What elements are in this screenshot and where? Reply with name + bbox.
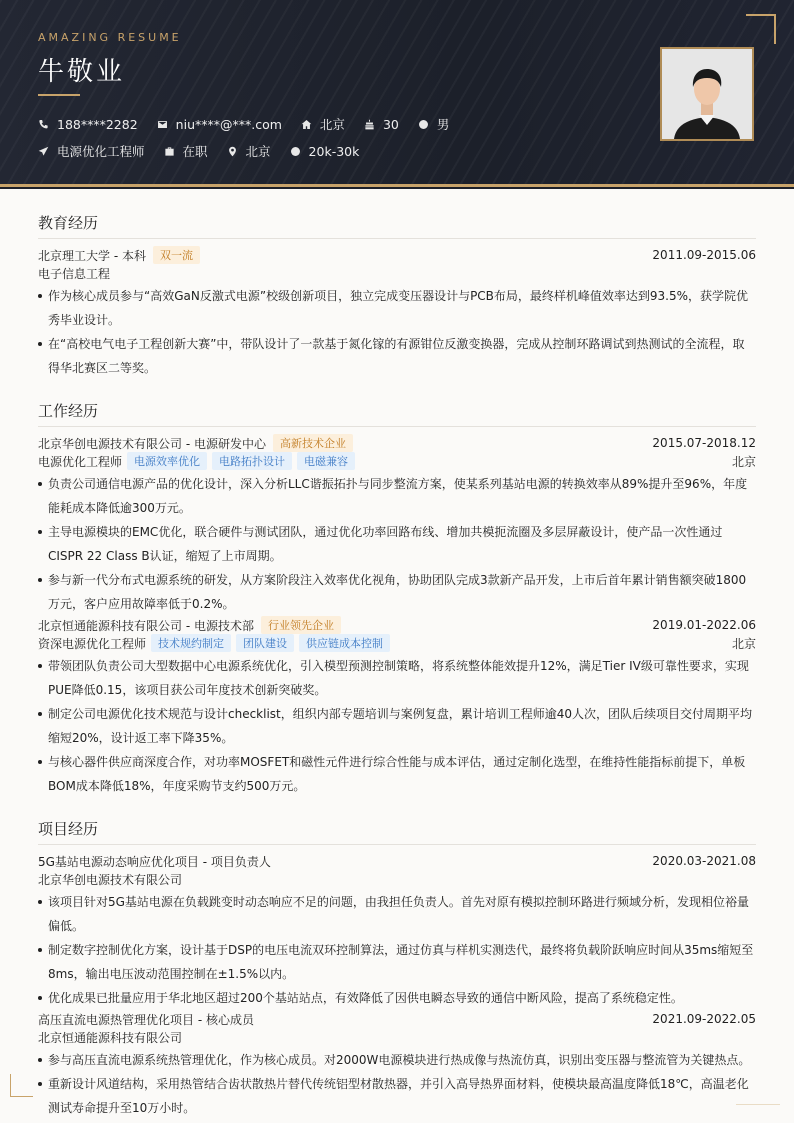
section-title-work: 工作经历: [38, 400, 756, 427]
skill-tag: 团队建设: [236, 634, 294, 652]
work-city: 北京: [731, 454, 756, 469]
salary-text: 20k-30k: [308, 143, 360, 159]
target-city-info: [227, 142, 271, 160]
list-item: 制定数字控制优化方案，设计基于DSP的电压电流双环控制算法，通过仿真与样机实测迭代，最终将负载阶跃响应时间从35ms缩短至8ms，输出电压波动范围控制在±1.5%以内。: [38, 938, 756, 986]
list-item: 制定公司电源优化技术规范与设计checklist，组织内部专题培训与案例复盘，累计培训工程师逾40人次，团队后续项目交付周期平均缩短20%，设计返工率下降35%。: [38, 702, 756, 750]
company-tag: 行业领先企业: [261, 616, 341, 634]
education-entry: [38, 246, 756, 380]
email-text: niu****@***.com: [175, 116, 282, 132]
list-item: 参与新一代分布式电源系统的研发，从方案阶段注入效率优化视角，协助团队完成3款新产品开发，上市后首年累计销售额突破1800万元，客户应用故障率低于0.2%。: [38, 568, 756, 616]
project-section: [38, 818, 756, 1120]
project-entry-head: [38, 1010, 756, 1028]
work-date: 2015.07-2018.12: [652, 436, 756, 450]
avatar: [662, 49, 752, 139]
education-section: [38, 212, 756, 380]
target-job-text: 电源优化工程师: [57, 144, 145, 159]
list-item: 主导电源模块的EMC优化，联合硬件与测试团队，通过优化功率回路布线、增加共模扼流圈及多层屏蔽设计，使产品一次性通过CISPR 22 Class B认证，缩短了上市周期。: [38, 520, 756, 568]
profile-photo: [660, 47, 754, 141]
salary-icon: [290, 146, 301, 157]
job-status-text: 在职: [182, 144, 208, 159]
work-bullets: [38, 654, 756, 798]
project-bullets: [38, 1048, 756, 1120]
mail-icon: [157, 119, 168, 130]
footer-rule: [736, 1104, 780, 1105]
work-city: 北京: [731, 636, 756, 651]
project-entry-head: [38, 852, 756, 870]
school-tag: 双一流: [153, 246, 200, 264]
project-company: 北京华创电源技术有限公司: [38, 872, 183, 887]
education-bullets: [38, 284, 756, 380]
education-entry-sub: [38, 264, 756, 282]
work-entry: [38, 616, 756, 798]
header-eyebrow: AMAZING RESUME: [38, 31, 182, 44]
list-item: 负责公司通信电源产品的优化设计，深入分析LLC谐振拓扑与同步整流方案，使某系列基站电源的转换效率从89%提升至96%，年度能耗成本降低逾300万元。: [38, 472, 756, 520]
company-name: 北京恒通能源科技有限公司 - 电源技术部: [38, 618, 254, 633]
project-entry: [38, 1010, 756, 1120]
phone-text: 188****2282: [57, 116, 138, 132]
send-icon: [38, 146, 49, 157]
list-item: 作为核心成员参与“高效GaN反激式电源”校级创新项目，独立完成变压器设计与PCB布局，最终样机峰值效率达到93.5%，获学院优秀毕业设计。: [38, 284, 756, 332]
work-entry-sub: [38, 452, 756, 470]
list-item: 参与高压直流电源系统热管理优化，作为核心成员。对2000W电源模块进行热成像与热流仿真，识别出变压器与整流管为关键热点。: [38, 1048, 756, 1072]
list-item: 与核心器件供应商深度合作，对功率MOSFET和磁性元件进行综合性能与成本评估，通过定制化选型，在维持性能指标前提下，单板BOM成本降低18%，年度采购节支约500万元。: [38, 750, 756, 798]
project-name: 5G基站电源动态响应优化项目 - 项目负责人: [38, 854, 271, 869]
work-date: 2019.01-2022.06: [652, 618, 756, 632]
project-bullets: [38, 890, 756, 1010]
list-item: 在“高校电气电子工程创新大赛”中，带队设计了一款基于氮化镓的有源钳位反激变换器，完成从控制环路调试到热测试的全流程，取得华北赛区二等奖。: [38, 332, 756, 380]
resume-header: [0, 0, 794, 187]
list-item: 该项目针对5G基站电源在负载跳变时动态响应不足的问题，由我担任负责人。首先对原有模拟控制环路进行频域分析，发现相位裕量偏低。: [38, 890, 756, 938]
list-item: 重新设计风道结构，采用热管结合齿状散热片替代传统铝型材散热器，并引入高导热界面材料，使模块最高温度降低18℃，高温老化测试寿命提升至10万小时。: [38, 1072, 756, 1120]
corner-ornament: [10, 1074, 33, 1097]
age-info: [364, 117, 399, 132]
list-item: 带领团队负责公司大型数据中心电源系统优化，引入模型预测控制策略，将系统整体能效提升12%，满足Tier IV级可靠性要求，实现PUE降低0.15，该项目获公司年度技术创新突破奖。: [38, 654, 756, 702]
email-info: [157, 117, 282, 132]
resume-body: [38, 200, 756, 1120]
project-entry-sub: [38, 870, 756, 888]
section-title-projects: 项目经历: [38, 818, 756, 845]
skill-tag: 电路拓扑设计: [212, 452, 292, 470]
company-name: 北京华创电源技术有限公司 - 电源研发中心: [38, 436, 266, 451]
project-entry-sub: [38, 1028, 756, 1046]
target-city-text: 北京: [245, 144, 271, 159]
hometown-text: 北京: [319, 117, 345, 132]
work-entry-head: [38, 434, 756, 452]
cake-icon: [364, 119, 375, 130]
work-entry: [38, 434, 756, 616]
gender-info: [418, 115, 450, 133]
skill-tag: 技术规约制定: [151, 634, 231, 652]
phone-icon: [38, 119, 49, 130]
job-role: 电源优化工程师: [38, 454, 123, 469]
work-bullets: [38, 472, 756, 616]
candidate-name: 牛敬业: [38, 57, 126, 87]
work-section: [38, 400, 756, 798]
work-entry-head: [38, 616, 756, 634]
work-entry-sub: [38, 634, 756, 652]
project-company: 北京恒通能源科技有限公司: [38, 1030, 183, 1045]
project-name: 高压直流电源热管理优化项目 - 核心成员: [38, 1012, 254, 1027]
skill-tag: 电源效率优化: [127, 452, 207, 470]
school-name: 北京理工大学 - 本科: [38, 248, 146, 263]
corner-ornament: [746, 14, 776, 44]
major: 电子信息工程: [38, 266, 111, 281]
age-text: 30: [382, 116, 399, 132]
job-status-info: [164, 142, 208, 160]
skill-tag: 供应链成本控制: [299, 634, 390, 652]
briefcase-icon: [164, 146, 175, 157]
education-date: 2011.09-2015.06: [652, 248, 756, 262]
home-icon: [301, 119, 312, 130]
company-tag: 高新技术企业: [273, 434, 353, 452]
skill-tag: 电磁兼容: [297, 452, 355, 470]
target-job-info: [38, 142, 145, 160]
project-date: 2020.03-2021.08: [652, 854, 756, 868]
gender-text: 男: [436, 117, 450, 132]
name-underline: [38, 94, 80, 96]
contact-row-1: [38, 115, 468, 133]
job-role: 资深电源优化工程师: [38, 636, 147, 651]
gender-icon: [418, 119, 429, 130]
location-pin-icon: [227, 146, 238, 157]
project-date: 2021.09-2022.05: [652, 1012, 756, 1026]
education-entry-head: [38, 246, 756, 264]
phone-info: [38, 117, 138, 132]
project-entry: [38, 852, 756, 1010]
section-title-education: 教育经历: [38, 212, 756, 239]
list-item: 优化成果已批量应用于华北地区超过200个基站站点，有效降低了因供电瞬态导致的通信中断风险，提高了系统稳定性。: [38, 986, 756, 1010]
hometown-info: [301, 115, 345, 133]
contact-row-2: [38, 142, 378, 160]
salary-info: [290, 144, 360, 159]
